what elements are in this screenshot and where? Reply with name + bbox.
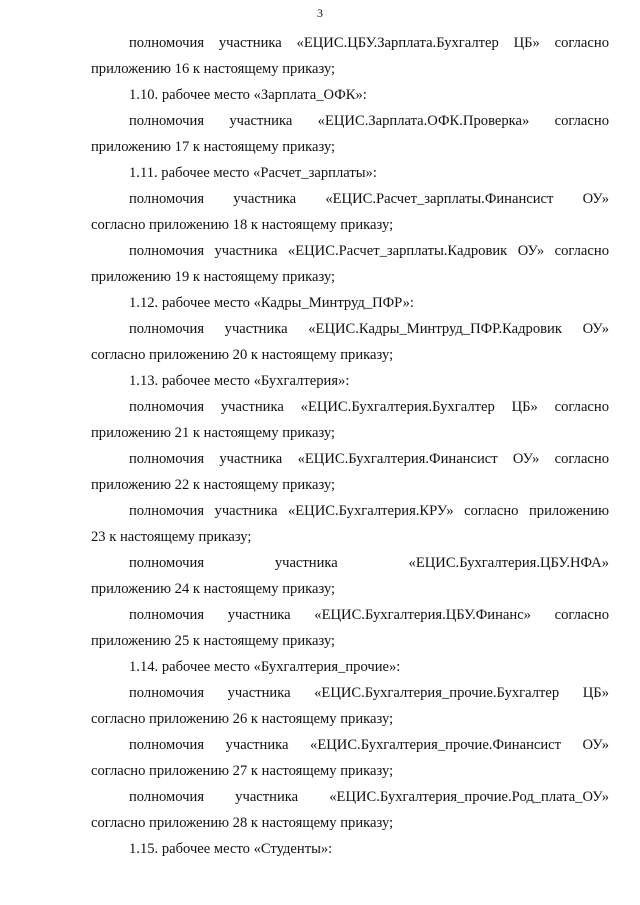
document-body <box>91 30 609 862</box>
document-line: 1.14. рабочее место «Бухгалтерия_прочие»: <box>129 659 401 675</box>
document-line: приложению 17 к настоящему приказу; <box>91 139 336 155</box>
document-line: полномочия участника «ЕЦИС.Бухгалтерия.ЦБУ.НФА» <box>129 555 609 571</box>
document-line: 1.11. рабочее место «Расчет_зарплаты»: <box>129 165 377 181</box>
document-line: полномочия участника «ЕЦИС.Бухгалтерия.Финансист ОУ» согласно <box>129 451 609 467</box>
document-line: полномочия участника «ЕЦИС.Бухгалтерия.ЦБУ.Финанс» согласно <box>129 607 609 623</box>
document-line: согласно приложению 28 к настоящему приказу; <box>91 815 394 831</box>
document-line: 1.13. рабочее место «Бухгалтерия»: <box>129 373 350 389</box>
document-line: полномочия участника «ЕЦИС.Кадры_Минтруд_ПФР.Кадровик ОУ» <box>129 321 609 337</box>
document-line: приложению 19 к настоящему приказу; <box>91 269 336 285</box>
document-line: полномочия участника «ЕЦИС.ЦБУ.Зарплата.Бухгалтер ЦБ» согласно <box>129 35 609 51</box>
document-line: 1.15. рабочее место «Студенты»: <box>129 841 333 857</box>
document-line: полномочия участника «ЕЦИС.Бухгалтерия.Бухгалтер ЦБ» согласно <box>129 399 609 415</box>
document-line: 1.12. рабочее место «Кадры_Минтруд_ПФР»: <box>129 295 414 311</box>
document-line: полномочия участника «ЕЦИС.Бухгалтерия_прочие.Финансист ОУ» <box>129 737 609 753</box>
document-line: приложению 16 к настоящему приказу; <box>91 61 336 77</box>
document-line: согласно приложению 27 к настоящему приказу; <box>91 763 394 779</box>
document-line: 23 к настоящему приказу; <box>91 529 252 545</box>
document-line: 1.10. рабочее место «Зарплата_ОФК»: <box>129 87 367 103</box>
document-line: приложению 24 к настоящему приказу; <box>91 581 336 597</box>
document-line: полномочия участника «ЕЦИС.Расчет_зарплаты.Финансист ОУ» <box>129 191 609 207</box>
document-line: согласно приложению 26 к настоящему приказу; <box>91 711 394 727</box>
document-line: полномочия участника «ЕЦИС.Бухгалтерия.КРУ» согласно приложению <box>129 503 609 519</box>
document-line: полномочия участника «ЕЦИС.Бухгалтерия_прочие.Бухгалтер ЦБ» <box>129 685 609 701</box>
document-line: приложению 25 к настоящему приказу; <box>91 633 336 649</box>
document-line: согласно приложению 18 к настоящему приказу; <box>91 217 394 233</box>
page-number: 3 <box>317 6 323 20</box>
document-line: полномочия участника «ЕЦИС.Бухгалтерия_прочие.Род_плата_ОУ» <box>129 789 609 805</box>
document-line: приложению 21 к настоящему приказу; <box>91 425 336 441</box>
document-line: согласно приложению 20 к настоящему приказу; <box>91 347 394 363</box>
document-line: полномочия участника «ЕЦИС.Расчет_зарплаты.Кадровик ОУ» согласно <box>129 243 609 259</box>
document-line: полномочия участника «ЕЦИС.Зарплата.ОФК.Проверка» согласно <box>129 113 609 129</box>
document-line: приложению 22 к настоящему приказу; <box>91 477 336 493</box>
